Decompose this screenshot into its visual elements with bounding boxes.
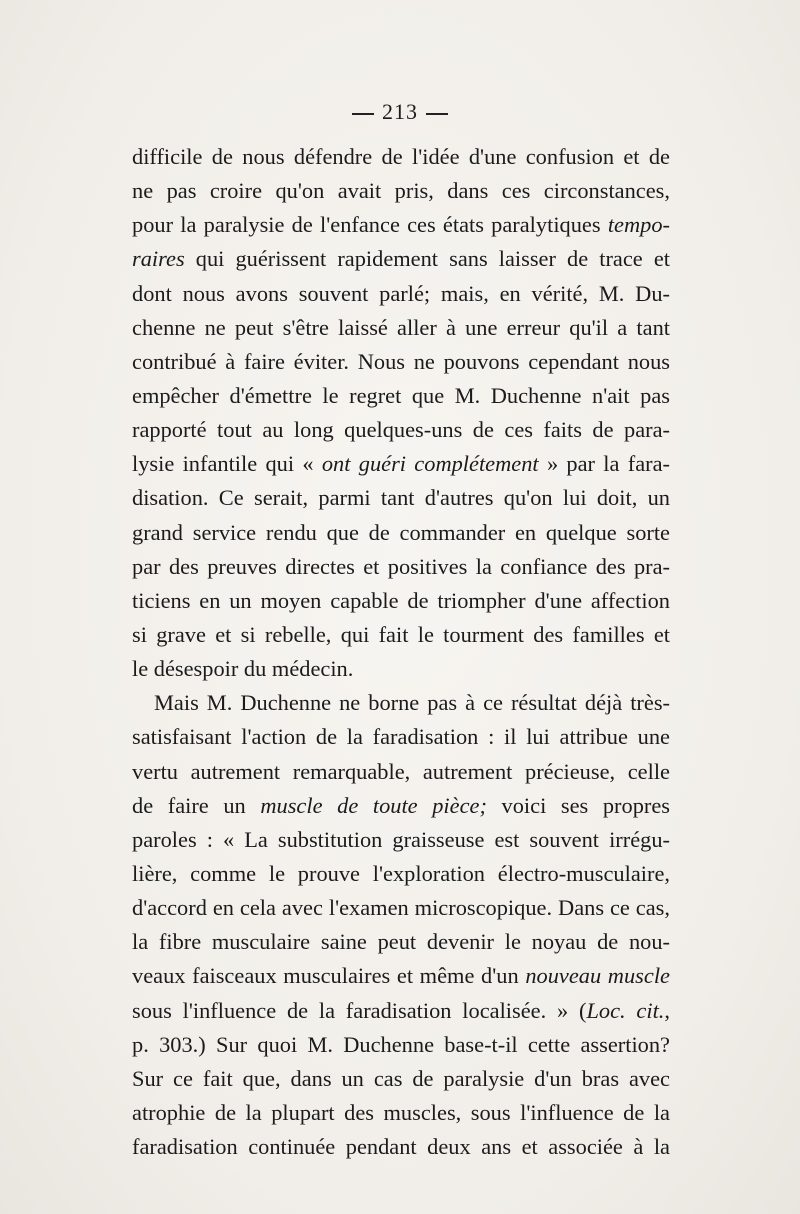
- text-span: de faire un: [132, 792, 261, 818]
- italic-span: Loc. cit.: [586, 997, 665, 1023]
- text-span: lière, comme le prouve l'exploration électro-musculaire,: [132, 860, 670, 886]
- italic-span: muscle de toute pièce;: [260, 792, 487, 818]
- text-span: le désespoir du médecin.: [132, 656, 354, 682]
- page-header: [0, 99, 800, 125]
- text-line: [132, 857, 670, 891]
- text-line: [132, 925, 670, 959]
- text-span: contribué à faire éviter. Nous ne pouvons cependant nous: [132, 348, 670, 374]
- page-number: 213: [382, 99, 418, 124]
- text-span: sous l'influence de la faradisation localisée. » (: [132, 997, 587, 1023]
- text-span: paroles : « La substitution graisseuse est souvent irrégu-: [132, 826, 670, 852]
- text-line: [132, 994, 670, 1028]
- italic-span: ont guéri complétement: [321, 451, 539, 477]
- text-span: Mais M. Duchenne ne borne pas à ce résultat déjà très-: [154, 690, 670, 716]
- text-span: empêcher d'émettre le regret que M. Duchenne n'ait pas: [132, 382, 670, 408]
- text-line: [132, 174, 670, 208]
- text-span: faradisation continuée pendant deux ans et associée à la: [132, 1134, 670, 1160]
- text-span: ticiens en un moyen capable de triompher d'une affection: [132, 587, 670, 613]
- text-line: [132, 789, 670, 823]
- left-dash: [352, 113, 374, 115]
- text-line: [132, 891, 670, 925]
- text-span: veaux faisceaux musculaires et même d'un: [132, 963, 526, 989]
- text-line: [132, 242, 670, 276]
- text-span: atrophie de la plupart des muscles, sous l'influence de la: [132, 1099, 670, 1125]
- text-line: [132, 413, 670, 447]
- text-span: ne pas croire qu'on avait pris, dans ces circonstances,: [132, 178, 670, 204]
- italic-span: raires: [132, 246, 185, 272]
- text-span: rapporté tout au long quelques-uns de ces faits de para-: [132, 417, 670, 443]
- text-line: [132, 652, 670, 686]
- text-span: satisfaisant l'action de la faradisation : il lui attribue une: [132, 724, 670, 750]
- right-dash: [426, 113, 448, 115]
- italic-span: nouveau muscle: [525, 963, 670, 989]
- text-line: [132, 618, 670, 652]
- text-line: [132, 516, 670, 550]
- italic-span: tempo-: [607, 212, 670, 238]
- text-line: [132, 1062, 670, 1096]
- text-line: [132, 140, 670, 174]
- text-span: chenne ne peut s'être laissé aller à une erreur qu'il a tant: [132, 314, 670, 340]
- text-line: [132, 208, 670, 242]
- text-line: [132, 584, 670, 618]
- text-line: [132, 1096, 670, 1130]
- text-span: ,: [664, 997, 670, 1023]
- text-line: [132, 686, 670, 720]
- text-line: [132, 311, 670, 345]
- text-span: Sur ce fait que, dans un cas de paralysie d'un bras avec: [132, 1065, 670, 1091]
- text-span: la fibre musculaire saine peut devenir le noyau de nou-: [132, 929, 670, 955]
- text-span: dont nous avons souvent parlé; mais, en vérité, M. Du-: [132, 280, 670, 306]
- text-line: [132, 823, 670, 857]
- text-line: [132, 447, 670, 481]
- text-line: [132, 481, 670, 515]
- text-line: [132, 959, 670, 993]
- text-line: [132, 755, 670, 789]
- text-span: si grave et si rebelle, qui fait le tourment des familles et: [132, 621, 670, 647]
- text-line: [132, 550, 670, 584]
- text-span: disation. Ce serait, parmi tant d'autres qu'on lui doit, un: [132, 485, 670, 511]
- text-span: vertu autrement remarquable, autrement précieuse, celle: [132, 758, 670, 784]
- text-span: qui guérissent rapidement sans laisser de trace et: [184, 246, 670, 272]
- text-span: d'accord en cela avec l'examen microscopique. Dans ce cas,: [132, 895, 670, 921]
- text-line: [132, 379, 670, 413]
- body-text: [132, 140, 670, 1164]
- text-span: lysie infantile qui «: [132, 451, 322, 477]
- text-span: voici ses propres: [486, 792, 671, 818]
- text-span: pour la paralysie de l'enfance ces états paralytiques: [132, 212, 608, 238]
- text-span: » par la fara-: [538, 451, 670, 477]
- text-line: [132, 1130, 670, 1164]
- text-span: p. 303.) Sur quoi M. Duchenne base-t-il cette assertion?: [132, 1031, 670, 1057]
- text-line: [132, 277, 670, 311]
- text-span: grand service rendu que de commander en quelque sorte: [132, 519, 670, 545]
- text-line: [132, 720, 670, 754]
- text-line: [132, 345, 670, 379]
- text-span: difficile de nous défendre de l'idée d'une confusion et de: [132, 144, 670, 169]
- text-span: par des preuves directes et positives la confiance des pra-: [132, 553, 670, 579]
- text-line: [132, 1028, 670, 1062]
